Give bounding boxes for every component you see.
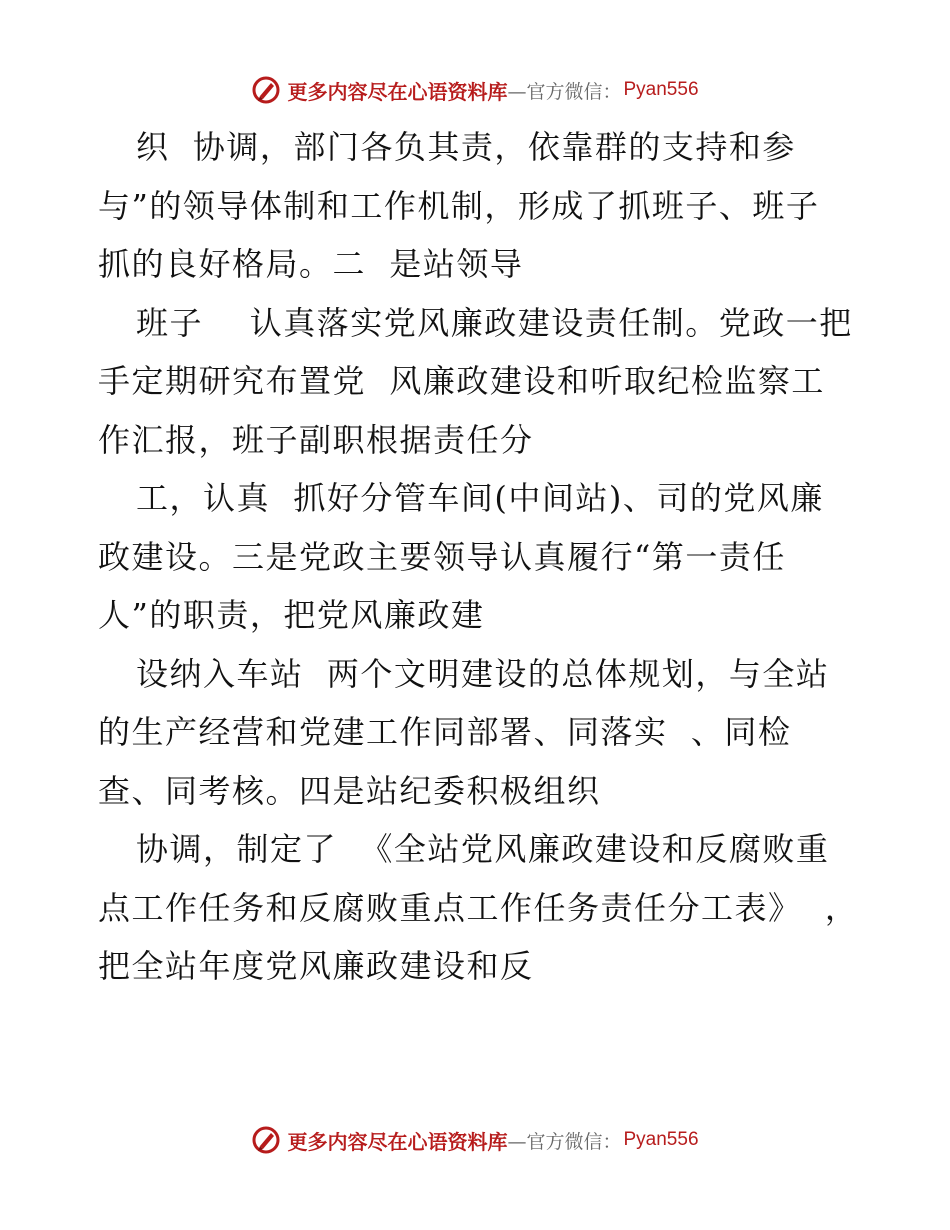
watermark-main-text: 更多内容尽在心语资料库 bbox=[287, 79, 508, 104]
body-line: 协调，制定了 《全站党风廉政建设和反腐败重 bbox=[136, 830, 830, 868]
watermark-sub-text: —官方微信： bbox=[507, 80, 622, 103]
body-line: 手定期研究布置党 风廉政建设和听取纪检监察工 bbox=[98, 362, 825, 400]
body-line: 设纳入车站 两个文明建设的总体规划，与全站 bbox=[136, 654, 830, 693]
watermark-sub-text: —官方微信： bbox=[507, 1130, 622, 1153]
body-line: 点工作任务和反腐败重点工作任务责任分工表》 ， bbox=[98, 888, 859, 927]
watermark-wechat-id: Pyan556 bbox=[623, 79, 699, 100]
header-watermark bbox=[0, 70, 950, 110]
body-line: 把全站年度党风廉政建设和反 bbox=[98, 947, 534, 985]
watermark-main-text: 更多内容尽在心语资料库 bbox=[287, 1129, 508, 1154]
body-line: 与”的领导体制和工作机制，形成了抓班子、班子 bbox=[98, 186, 820, 225]
body-line: 政建设。三是党政主要领导认真履行“第一责任 bbox=[98, 537, 786, 576]
pen-circle-logo-icon bbox=[251, 75, 281, 105]
pen-circle-logo-icon bbox=[251, 1125, 281, 1155]
body-line: 的生产经营和党建工作同部署、同落实 、同检 bbox=[98, 713, 792, 751]
document-body bbox=[98, 118, 858, 996]
body-line: 人”的职责，把党风廉政建 bbox=[98, 596, 485, 634]
footer-watermark bbox=[0, 1120, 950, 1160]
body-line: 班子 认真落实党风廉政建设责任制。党政一把 bbox=[136, 303, 853, 342]
body-line: 织 协调，部门各负其责，依靠群的支持和参 bbox=[136, 128, 796, 166]
body-line: 作汇报，班子副职根据责任分 bbox=[98, 420, 534, 459]
body-line: 抓的良好格局。二 是站领导 bbox=[98, 245, 524, 283]
body-line: 工，认真 抓好分管车间(中间站)、司的党风廉 bbox=[136, 479, 824, 517]
watermark-wechat-id: Pyan556 bbox=[623, 1129, 699, 1150]
body-line: 查、同考核。四是站纪委积极组织 bbox=[98, 771, 601, 810]
